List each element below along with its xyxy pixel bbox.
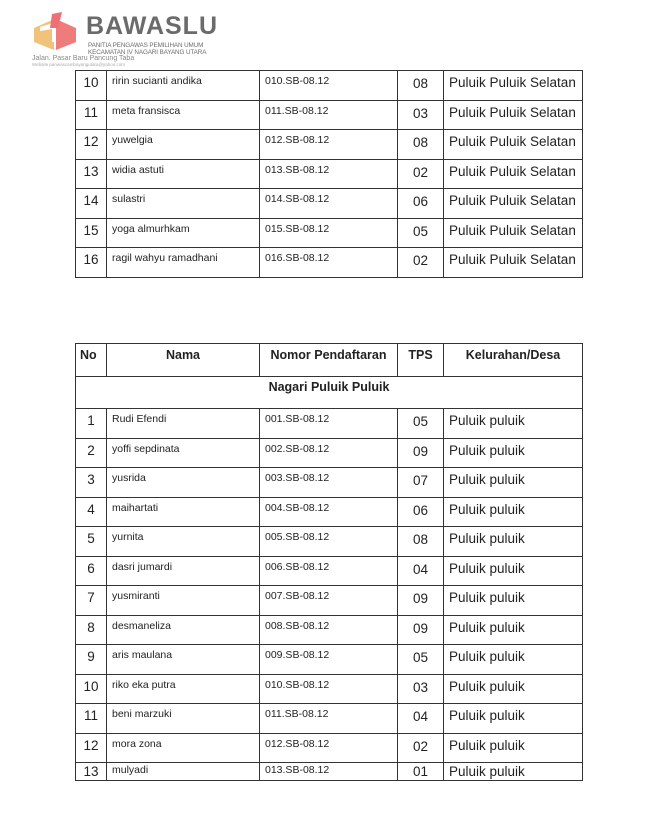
cell-nama: yuwelgia: [107, 130, 260, 160]
cell-nomor: 013.SB-08.12: [260, 763, 398, 781]
cell-tps: 09: [398, 438, 444, 468]
table-row: [76, 248, 583, 278]
cell-no: 13: [76, 763, 107, 781]
section-row: [76, 377, 583, 409]
header-tps: TPS: [398, 344, 444, 377]
header-kelurahan: Kelurahan/Desa: [444, 344, 583, 377]
cell-nama: yoga almurhkam: [107, 218, 260, 248]
cell-tps: 03: [398, 100, 444, 130]
cell-kelurahan: Puluik puluik: [444, 645, 583, 675]
letterhead: [30, 6, 250, 66]
cell-nomor: 002.SB-08.12: [260, 438, 398, 468]
cell-kelurahan: Puluik puluik: [444, 468, 583, 498]
cell-kelurahan: Puluik puluik: [444, 586, 583, 616]
cell-nama: riko eka putra: [107, 674, 260, 704]
cell-no: 9: [76, 645, 107, 675]
cell-no: 11: [76, 100, 107, 130]
cell-no: 3: [76, 468, 107, 498]
letterhead-website: Website panwascambayangutara@yahoo.com: [32, 62, 126, 67]
table-row: [76, 189, 583, 219]
table-row: [76, 527, 583, 557]
cell-tps: 02: [398, 159, 444, 189]
cell-no: 2: [76, 438, 107, 468]
cell-tps: 03: [398, 674, 444, 704]
cell-kelurahan: Puluik Puluik Selatan: [444, 248, 583, 278]
cell-no: 1: [76, 409, 107, 439]
cell-no: 12: [76, 733, 107, 763]
cell-kelurahan: Puluik Puluik Selatan: [444, 218, 583, 248]
table-row: [76, 586, 583, 616]
candidate-table-puluik-puluik: [75, 343, 583, 781]
cell-kelurahan: Puluik puluik: [444, 733, 583, 763]
cell-kelurahan: Puluik puluik: [444, 704, 583, 734]
cell-tps: 06: [398, 189, 444, 219]
cell-nomor: 016.SB-08.12: [260, 248, 398, 278]
cell-nomor: 005.SB-08.12: [260, 527, 398, 557]
cell-kelurahan: Puluik puluik: [444, 438, 583, 468]
table-row: [76, 159, 583, 189]
cell-nomor: 010.SB-08.12: [260, 71, 398, 101]
cell-nomor: 011.SB-08.12: [260, 704, 398, 734]
cell-nama: Rudi Efendi: [107, 409, 260, 439]
cell-nama: beni marzuki: [107, 704, 260, 734]
cell-nama: mulyadi: [107, 763, 260, 781]
cell-nama: yusrida: [107, 468, 260, 498]
table-row: [76, 674, 583, 704]
cell-kelurahan: Puluik Puluik Selatan: [444, 100, 583, 130]
letterhead-address: Jalan. Pasar Baru Pancung Taba: [32, 55, 135, 62]
table-row: [76, 71, 583, 101]
table-row: [76, 645, 583, 675]
table-row: [76, 130, 583, 160]
table-row: [76, 497, 583, 527]
cell-no: 8: [76, 615, 107, 645]
cell-nomor: 006.SB-08.12: [260, 556, 398, 586]
cell-no: 12: [76, 130, 107, 160]
header-no: No: [76, 344, 107, 377]
table-row: [76, 763, 583, 781]
cell-nama: maihartati: [107, 497, 260, 527]
cell-nomor: 015.SB-08.12: [260, 218, 398, 248]
cell-no: 6: [76, 556, 107, 586]
cell-tps: 02: [398, 248, 444, 278]
table-row: [76, 409, 583, 439]
table-row: [76, 556, 583, 586]
cell-kelurahan: Puluik puluik: [444, 497, 583, 527]
table-row: [76, 100, 583, 130]
cell-nama: aris maulana: [107, 645, 260, 675]
cell-nama: meta fransisca: [107, 100, 260, 130]
cell-tps: 01: [398, 763, 444, 781]
section-title: Nagari Puluik Puluik: [76, 377, 583, 409]
cell-kelurahan: Puluik puluik: [444, 615, 583, 645]
cell-tps: 08: [398, 71, 444, 101]
cell-kelurahan: Puluik puluik: [444, 409, 583, 439]
cell-no: 10: [76, 674, 107, 704]
cell-tps: 05: [398, 218, 444, 248]
cell-nomor: 012.SB-08.12: [260, 733, 398, 763]
cell-no: 14: [76, 189, 107, 219]
cell-nama: ragil wahyu ramadhani: [107, 248, 260, 278]
cell-kelurahan: Puluik Puluik Selatan: [444, 71, 583, 101]
letterhead-line-1: PANITIA PENGAWAS PEMILIHAN UMUM: [88, 42, 204, 49]
cell-nama: ririn sucianti andika: [107, 71, 260, 101]
cell-nama: yusmiranti: [107, 586, 260, 616]
cell-nama: widia astuti: [107, 159, 260, 189]
cell-nama: sulastri: [107, 189, 260, 219]
cell-nomor: 011.SB-08.12: [260, 100, 398, 130]
header-nama: Nama: [107, 344, 260, 377]
cell-tps: 02: [398, 733, 444, 763]
cell-nama: mora zona: [107, 733, 260, 763]
cell-tps: 05: [398, 645, 444, 675]
cell-kelurahan: Puluik puluik: [444, 556, 583, 586]
cell-kelurahan: Puluik puluik: [444, 527, 583, 557]
cell-nomor: 012.SB-08.12: [260, 130, 398, 160]
cell-nomor: 003.SB-08.12: [260, 468, 398, 498]
cell-tps: 04: [398, 704, 444, 734]
cell-nama: desmaneliza: [107, 615, 260, 645]
cell-kelurahan: Puluik Puluik Selatan: [444, 130, 583, 160]
candidate-table-continued: [75, 70, 583, 278]
cell-no: 7: [76, 586, 107, 616]
cell-nomor: 013.SB-08.12: [260, 159, 398, 189]
cell-nama: dasri jumardi: [107, 556, 260, 586]
cell-no: 4: [76, 497, 107, 527]
cell-no: 13: [76, 159, 107, 189]
bawaslu-logo-icon: [30, 12, 80, 52]
cell-tps: 09: [398, 615, 444, 645]
brand-name: BAWASLU: [86, 12, 218, 40]
table-row: [76, 218, 583, 248]
header-nomor: Nomor Pendaftaran: [260, 344, 398, 377]
cell-tps: 06: [398, 497, 444, 527]
cell-nomor: 010.SB-08.12: [260, 674, 398, 704]
cell-kelurahan: Puluik Puluik Selatan: [444, 189, 583, 219]
cell-no: 11: [76, 704, 107, 734]
table-row: [76, 438, 583, 468]
cell-nomor: 004.SB-08.12: [260, 497, 398, 527]
table-header-row: [76, 344, 583, 377]
cell-kelurahan: Puluik puluik: [444, 674, 583, 704]
table-row: [76, 468, 583, 498]
cell-tps: 08: [398, 130, 444, 160]
table-row: [76, 733, 583, 763]
letterhead-line-2: KECAMATAN IV NAGARI BAYANG UTARA: [88, 49, 207, 56]
cell-nama: yoffi sepdinata: [107, 438, 260, 468]
table-row: [76, 704, 583, 734]
cell-no: 15: [76, 218, 107, 248]
cell-nama: yurnita: [107, 527, 260, 557]
cell-tps: 04: [398, 556, 444, 586]
cell-tps: 08: [398, 527, 444, 557]
cell-nomor: 007.SB-08.12: [260, 586, 398, 616]
cell-kelurahan: Puluik Puluik Selatan: [444, 159, 583, 189]
cell-no: 10: [76, 71, 107, 101]
cell-tps: 07: [398, 468, 444, 498]
cell-nomor: 014.SB-08.12: [260, 189, 398, 219]
cell-nomor: 008.SB-08.12: [260, 615, 398, 645]
cell-no: 16: [76, 248, 107, 278]
cell-nomor: 001.SB-08.12: [260, 409, 398, 439]
cell-tps: 09: [398, 586, 444, 616]
table-row: [76, 615, 583, 645]
cell-kelurahan: Puluik puluik: [444, 763, 583, 781]
cell-no: 5: [76, 527, 107, 557]
cell-nomor: 009.SB-08.12: [260, 645, 398, 675]
cell-tps: 05: [398, 409, 444, 439]
